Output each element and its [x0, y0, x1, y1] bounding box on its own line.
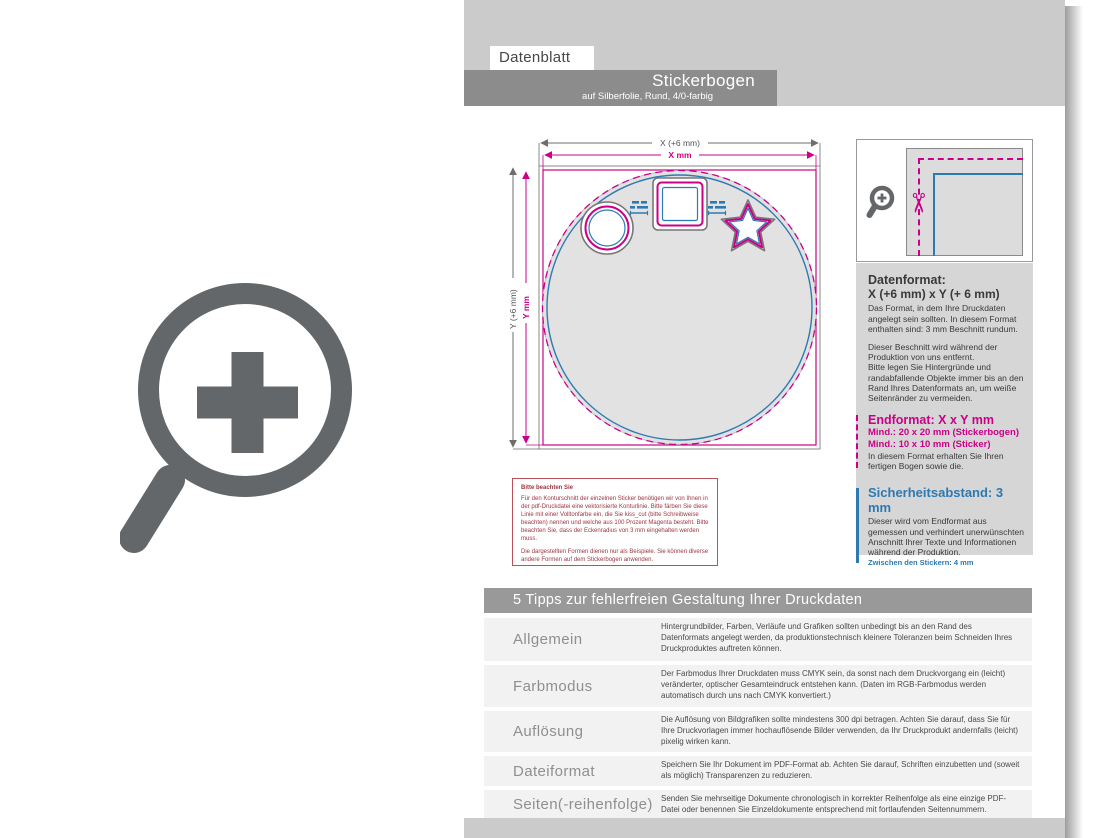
endformat-heading: Endformat: X x Y mm — [868, 413, 994, 428]
tip-label: Farbmodus — [513, 677, 593, 695]
tip-text: Hintergrundbilder, Farben, Verläufe und Grafiken sollten unbedingt bis an den Rand des Datenformats angelegt werden, da produktionstechnisch kleinere Toleranzen beim Schneiden Ihres Druckproduktes auftreten können. — [661, 622, 1013, 653]
dim-label-y-inner: Y mm — [521, 296, 531, 319]
footer-band — [464, 818, 1065, 838]
datenblatt-tab: Datenblatt — [490, 46, 594, 70]
sticker-gap-marks — [630, 201, 648, 215]
tip-row-allgemein — [484, 618, 1032, 661]
datasheet-page — [464, 0, 1065, 838]
tip-text: Die Auflösung von Bildgrafiken sollte mindestens 300 dpi betragen. Achten Sie darauf, dass Sie für Ihre Druckvorlagen immer hochauflösende Bilder verwenden, da Ihr Druckprodukt andernfalls (leicht) pixelig wirken kann. — [661, 715, 1019, 746]
sicherheitsabstand-heading: Sicherheitsabstand: 3 mm — [868, 484, 1004, 515]
sicherheitsabstand-body: Dieser wird vom Endformat aus gemessen und verhindert unerwünschten Anschnitt Ihrer Texte und Informationen während der Produktion. — [868, 516, 1024, 557]
sheet-diagram — [495, 130, 845, 475]
zoom-plus-icon — [120, 280, 365, 560]
datenformat-heading: Datenformat: — [868, 273, 946, 287]
note-box-paragraph: Für den Konturschnitt der einzelnen Sticker benötigen wir von Ihnen in der pdf-Druckdatei eine vektorisierte Konturlinie. Bitte färben Sie diese Linie mit einer Volltonfarbe ein, die Sie kiss_cut (bitte Schreibweise beachten) nennen und welche aus 100 Prozent Magenta besteht. Bitte beachten Sie, dass der Eckenradius von 3 mm eingehalten werden muss. — [521, 496, 709, 543]
dim-label-x-inner: X mm — [668, 150, 692, 160]
title-bar — [464, 70, 777, 106]
note-box — [512, 478, 718, 566]
note-box-title: Bitte beachten Sie — [521, 485, 574, 491]
tip-row-seitenreihenfolge — [484, 790, 1032, 818]
page-title: Stickerbogen — [652, 71, 755, 90]
sticker-circle — [581, 202, 633, 254]
safety-line-horizontal — [933, 173, 1023, 175]
datenformat-block — [868, 273, 1025, 403]
dim-label-y-outer: Y (+6 mm) — [508, 289, 518, 329]
dim-label-x-outer: X (+6 mm) — [660, 138, 700, 148]
page-edge-shadow — [1065, 6, 1083, 838]
note-box-paragraph: Die dargestellten Formen dienen nur als Beispiele. Sie können diverse andere Formen auf dem Stickerbogen anwenden. — [521, 548, 709, 563]
sticker-gap-marks — [708, 201, 726, 215]
page-subtitle: auf Silberfolie, Rund, 4/0-farbig — [582, 91, 713, 102]
tip-row-dateiformat — [484, 756, 1032, 786]
tips-header: 5 Tipps zur fehlerfreien Gestaltung Ihrer Druckdaten — [484, 588, 1032, 613]
bleed-detail-box — [856, 139, 1033, 262]
info-panel — [856, 263, 1033, 568]
magnifier-plus-icon — [865, 184, 899, 222]
endformat-min-sheet: Mind.: 20 x 20 mm (Stickerbogen) — [868, 427, 1019, 439]
tip-row-aufloesung — [484, 711, 1032, 752]
tip-label: Seiten(-reihenfolge) — [513, 795, 653, 813]
datenformat-body: Das Format, in dem Ihre Druckdaten angelegt sein sollten. In diesem Format enthalten sind: 3 mm Beschnitt rundum. — [868, 303, 1018, 334]
cut-line-horizontal — [918, 158, 1023, 160]
scissors-icon: ✂ — [903, 191, 933, 215]
datenformat-body: Dieser Beschnitt wird während der Produktion von uns entfernt. — [868, 341, 998, 363]
tips-table — [484, 588, 1032, 822]
tip-text: Senden Sie mehrseitige Dokumente chronologisch in korrekter Reihenfolge als eine einzige PDF-Datei oder benennen Sie Einzeldokumente entsprechend mit fortlaufenden Seitennummern. — [661, 794, 1007, 814]
sicherheitsabstand-block — [868, 486, 1025, 568]
sticker-gap-note: Zwischen den Stickern: 4 mm — [868, 558, 974, 568]
tip-text: Speichern Sie Ihr Dokument im PDF-Format ab. Achten Sie darauf, Schriften einzubetten und (soweit als möglich) Transparenzen zu reduzieren. — [661, 760, 1020, 780]
tip-label: Dateiformat — [513, 762, 595, 780]
tip-row-farbmodus — [484, 665, 1032, 707]
endformat-body: In diesem Format erhalten Sie Ihren fertigen Bogen sowie die. — [868, 451, 1004, 472]
endformat-block — [868, 413, 1025, 472]
datenformat-format: X (+6 mm) x Y (+ 6 mm) — [868, 287, 1000, 302]
datenformat-body: Bitte legen Sie Hintergründe und randabfallende Objekte immer bis an den Rand Ihres Datenformats an, um weiße Seitenränder zu vermeiden. — [868, 362, 1024, 403]
endformat-min-sticker: Mind.: 10 x 10 mm (Sticker) — [868, 439, 991, 451]
sticker-square — [653, 178, 707, 230]
tip-label: Allgemein — [513, 631, 583, 648]
tip-text: Der Farbmodus Ihrer Druckdaten muss CMYK sein, da sonst nach dem Druckvorgang ein (leicht) veränderter, optischer Gesamteindruck entstehen kann. (Daten im RGB-Farbmodus werden automatisch durch uns nach CMYK konvertiert.) — [661, 669, 1006, 700]
tip-label: Auflösung — [513, 723, 584, 740]
